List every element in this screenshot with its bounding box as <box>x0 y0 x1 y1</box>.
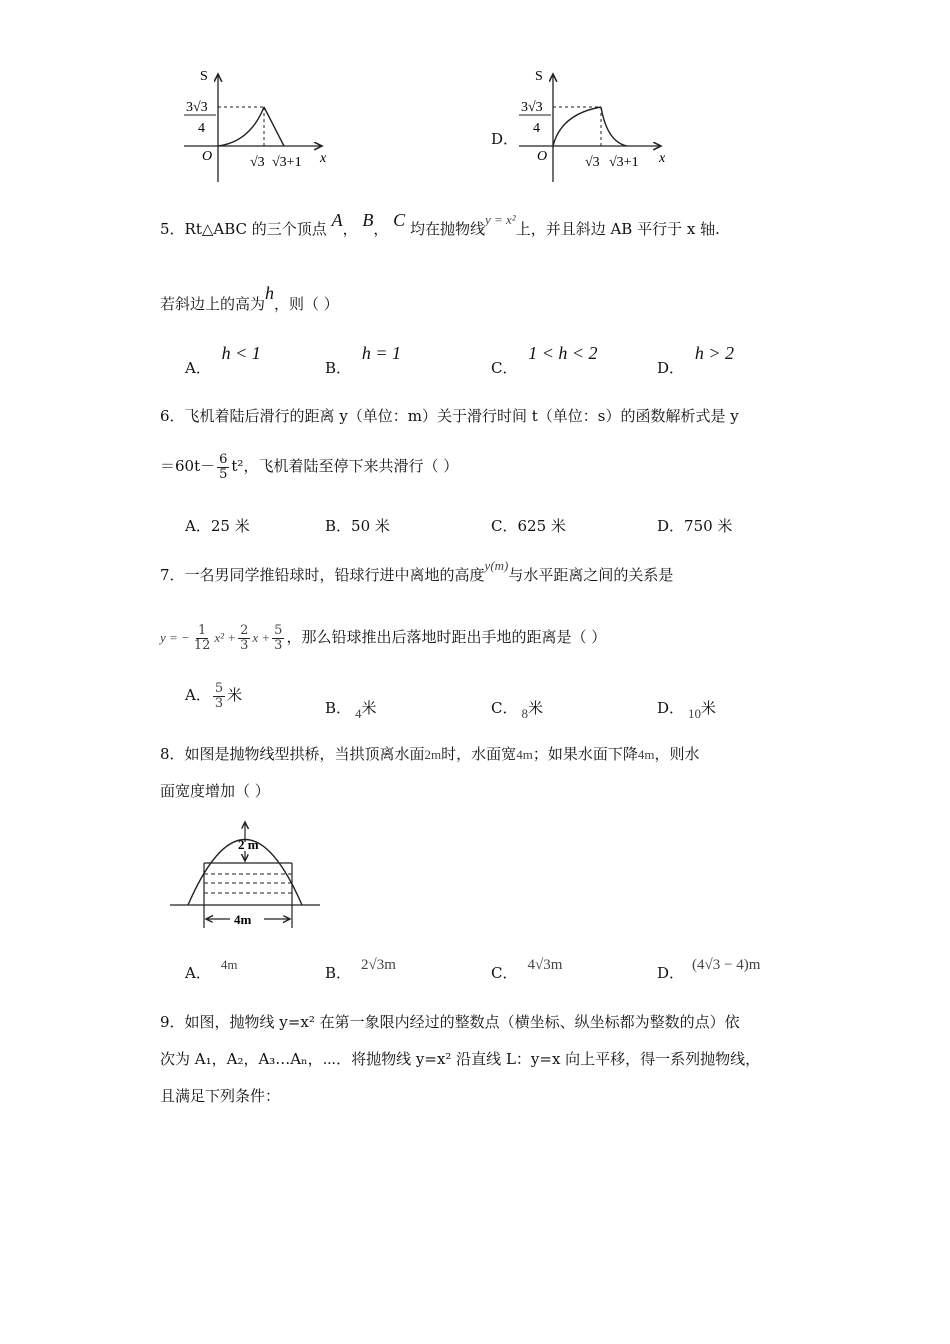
arch-bridge-figure <box>168 816 324 934</box>
q9-line-2: 次为 A₁，A₂，A₃…Aₙ，⋯．将抛物线 y=x² 沿直线 L：y=x 向上平移，得一系列抛物线， <box>160 1050 761 1068</box>
q9-line-3: 且满足下列条件： <box>160 1087 281 1105</box>
option-d-graph-label: D． <box>491 130 519 148</box>
q5-option-a[interactable] <box>185 343 261 377</box>
option-label: B． <box>325 359 352 377</box>
option-fraction <box>213 682 225 710</box>
q7-line1-pre: 7．一名男同学推铅球时，铅球行进中离地的高度 <box>160 566 485 584</box>
height-label: 2 m <box>238 837 259 852</box>
option-unit: 米 <box>701 699 717 717</box>
q7-line-2 <box>160 624 606 652</box>
option-value: 8 <box>521 706 528 721</box>
q5-comma-1: ， <box>342 220 358 238</box>
y-value-bottom: 4 <box>198 121 205 136</box>
s-axis-label: S <box>200 69 208 84</box>
option-label: B． <box>325 517 352 535</box>
y-value-top: 3√3 <box>186 100 208 115</box>
q5-parabola: y = x² <box>484 212 516 227</box>
q6-line-1: 6．飞机着陆后滑行的距离 y（单位：m）关于滑行时间 t（单位：s）的函数解析式是 y <box>160 407 739 425</box>
q8-line-1 <box>160 743 699 764</box>
option-value: 10 <box>688 706 702 721</box>
option-value: (4√3 − 4)m <box>692 957 761 973</box>
q5-prefix: 5．Rt△ABC 的三个顶点 <box>160 220 327 238</box>
q7-eq-pre: y = − <box>160 630 190 646</box>
option-unit: 米 <box>227 686 243 705</box>
q6-line2-pre: ＝60t－ <box>160 457 216 476</box>
option-value: 4√3m <box>527 957 563 973</box>
option-label: B． <box>325 964 352 982</box>
graph-option-d <box>513 66 673 184</box>
option-label: D． <box>657 964 685 982</box>
frac-den: 5 <box>219 466 228 482</box>
option-value: 625 米 <box>517 517 566 535</box>
frac-den: 3 <box>214 695 224 711</box>
option-value: 50 米 <box>351 517 390 535</box>
q7-option-c[interactable] <box>491 697 543 721</box>
option-value: 2√3m <box>361 957 396 973</box>
q8-option-a[interactable] <box>185 953 238 982</box>
q5-mid: 均在抛物线 <box>409 220 485 238</box>
q5-var-c: C <box>393 210 406 230</box>
option-value: 25 米 <box>210 517 250 535</box>
q6-option-d[interactable] <box>657 515 732 536</box>
q8-line-2: 面宽度增加（ ） <box>160 782 270 800</box>
q8-value-4m-drop: 4m <box>637 747 655 762</box>
q6-line-2 <box>160 453 458 481</box>
option-label: C． <box>491 517 518 535</box>
q8-option-b[interactable] <box>325 953 396 982</box>
frac-den: 3 <box>274 637 283 653</box>
option-unit: 米 <box>361 699 377 717</box>
width-label: 4m <box>234 912 252 927</box>
x-tick-1: √3 <box>585 155 600 170</box>
option-value: 4m <box>220 957 238 972</box>
q8-value-2m: 2m <box>424 747 442 762</box>
q5-line2-pre: 若斜边上的高为 <box>160 295 266 313</box>
q9-line-1: 9．如图，抛物线 y=x² 在第一象限内经过的整数点（横坐标、纵坐标都为整数的点）依 <box>160 1013 740 1031</box>
option-value: h = 1 <box>361 343 401 363</box>
q7-frac-1 <box>192 624 213 652</box>
option-label: A． <box>185 517 211 535</box>
q6-option-b[interactable] <box>325 515 390 536</box>
q5-line-2 <box>160 283 339 314</box>
q7-line1-suf: 与水平距离之间的关系是 <box>508 566 674 584</box>
x-axis-label: x <box>320 151 327 166</box>
frac-num: 1 <box>197 623 207 638</box>
option-label: D． <box>657 699 685 717</box>
frac-num: 6 <box>219 452 228 467</box>
curve-falling <box>601 107 627 146</box>
q7-option-a[interactable] <box>185 682 242 710</box>
option-unit: 米 <box>527 699 543 717</box>
q5-option-c[interactable] <box>491 343 598 377</box>
q7-line-1 <box>160 558 674 585</box>
option-label: A． <box>185 964 211 982</box>
q5-option-b[interactable] <box>325 343 401 377</box>
option-value: 1 < h < 2 <box>528 343 598 363</box>
q7-line2-suf: ，那么铅球推出后落地时距出手地的距离是（ ） <box>286 628 607 647</box>
q7-frac-3 <box>272 624 284 652</box>
q7-option-d[interactable] <box>657 697 717 721</box>
q5-option-d[interactable] <box>657 343 734 377</box>
x-tick-1: √3 <box>250 155 265 170</box>
option-value: 750 米 <box>684 517 733 535</box>
x-tick-2: √3+1 <box>272 155 302 170</box>
option-label: A． <box>185 359 211 377</box>
q7-ym: y(m) <box>484 558 509 573</box>
q8-option-c[interactable] <box>491 953 563 982</box>
graph-option-c <box>178 66 338 184</box>
y-value-bottom: 4 <box>533 121 540 136</box>
s-axis-label: S <box>535 69 543 84</box>
option-value: h > 2 <box>694 343 734 363</box>
q7-option-b[interactable] <box>325 697 377 721</box>
option-value: 4 <box>355 706 362 721</box>
curve-rising <box>553 107 601 146</box>
q6-fraction <box>217 453 229 481</box>
option-label: C． <box>491 359 518 377</box>
option-label: C． <box>491 964 518 982</box>
q7-eq-mid1: x² + <box>214 630 237 646</box>
q5-var-b: B <box>362 210 374 230</box>
origin-label: O <box>537 149 548 164</box>
q7-frac-2 <box>238 624 250 652</box>
frac-num: 2 <box>240 623 249 638</box>
option-label: B． <box>325 699 352 717</box>
frac-num: 5 <box>214 681 224 696</box>
option-label: C． <box>491 699 518 717</box>
frac-num: 5 <box>274 623 283 638</box>
q8-value-4m: 4m <box>516 747 533 762</box>
q7-eq-mid2: x + <box>252 630 271 646</box>
q5-comma-2: ， <box>373 220 389 238</box>
curve-falling <box>264 107 284 146</box>
q6-line2-suf: t²，飞机着陆至停下来共滑行（ ） <box>231 457 459 476</box>
q5-line2-suf: ，则（ ） <box>274 295 339 313</box>
q8-text-b: 时，水面宽 <box>441 745 517 763</box>
x-axis-label: x <box>659 151 666 166</box>
q8-text-c: ；如果水面下降 <box>532 745 638 763</box>
q6-option-a[interactable] <box>185 515 250 536</box>
q5-suffix: 上，并且斜边 AB 平行于 x 轴. <box>515 220 720 238</box>
curve-rising <box>218 107 264 146</box>
frac-den: 12 <box>193 637 211 653</box>
q6-option-c[interactable] <box>491 515 566 536</box>
q8-text-d: ，则水 <box>654 745 700 763</box>
option-label: D． <box>657 517 685 535</box>
option-value: h < 1 <box>221 343 261 363</box>
q5-var-a: A <box>331 210 343 230</box>
q8-option-d[interactable] <box>657 953 761 982</box>
q8-text-a: 8．如图是抛物线型拱桥，当拱顶离水面 <box>160 745 425 763</box>
origin-label: O <box>202 149 213 164</box>
option-label: A． <box>185 686 211 705</box>
frac-den: 3 <box>240 637 249 653</box>
x-tick-2: √3+1 <box>609 155 639 170</box>
option-label: D． <box>657 359 685 377</box>
q5-line-1 <box>160 210 720 239</box>
q5-var-h: h <box>265 283 275 303</box>
y-value-top: 3√3 <box>521 100 543 115</box>
